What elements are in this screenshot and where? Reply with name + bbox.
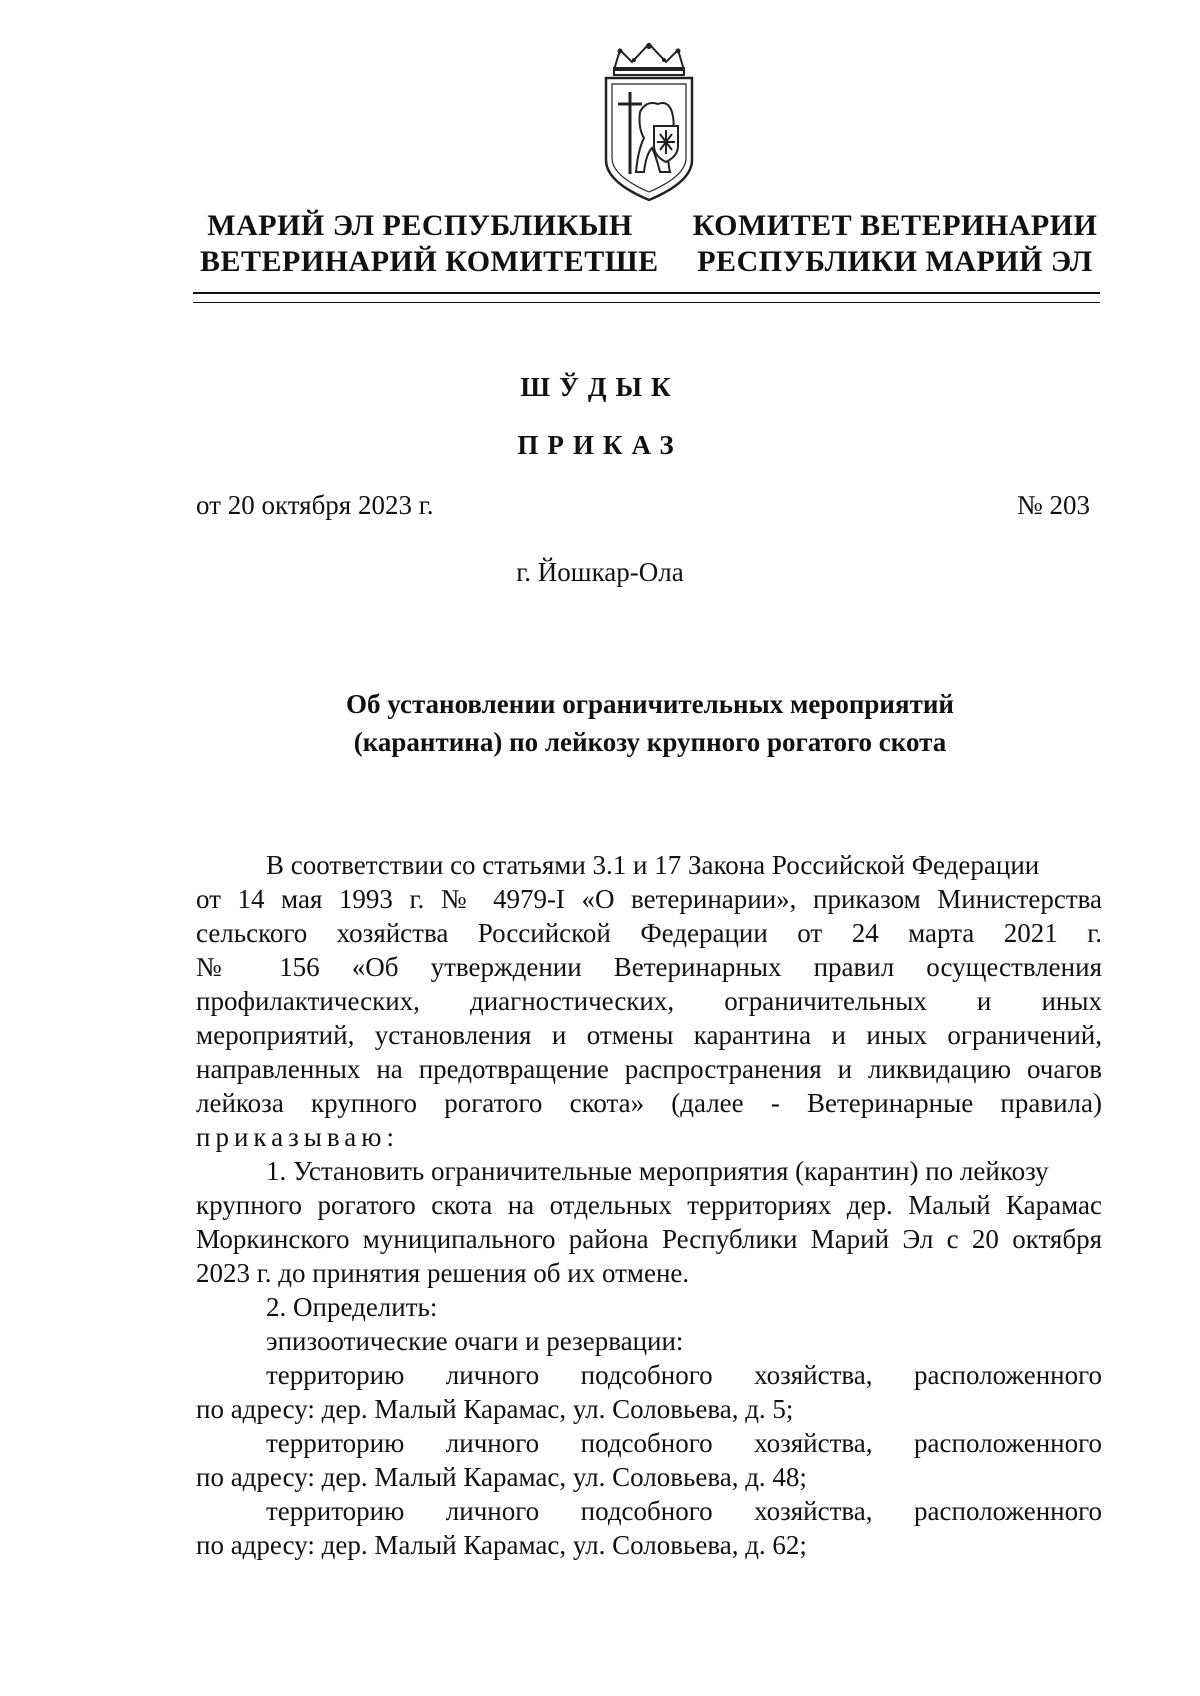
body-line: Моркинского муниципального района Республики Марий Эл с 20 октября xyxy=(196,1224,1102,1254)
doc-type: ПРИКАЗ xyxy=(517,430,683,460)
body-line: по адресу: дер. Малый Карамас, ул. Соловьева, д. 62; xyxy=(196,1530,807,1560)
body-line: территорию личного подсобного хозяйства, расположенного xyxy=(266,1428,1102,1458)
doc-number: № 203 xyxy=(1016,490,1090,520)
doc-title xyxy=(200,685,1100,761)
doc-type-local: ШЎДЫК xyxy=(520,372,680,402)
body-line: № 156 «Об утверждении Ветеринарных правил осуществления xyxy=(196,952,1102,982)
body-line: по адресу: дер. Малый Карамас, ул. Соловьева, д. 48; xyxy=(196,1462,807,1492)
doc-body xyxy=(196,848,1102,1562)
doc-title-line-2: (карантина) по лейкозу крупного рогатого скота xyxy=(353,727,947,757)
body-line: В соответствии со статьями 3.1 и 17 Закона Российской Федерации xyxy=(266,850,1040,880)
body-line: мероприятий, установления и отмены карантина и иных ограничений, xyxy=(196,1020,1102,1050)
coat-of-arms-icon xyxy=(594,42,704,202)
header-right-org xyxy=(690,208,1100,280)
header-left-org xyxy=(200,208,659,280)
doc-date: от 20 октября 2023 г. xyxy=(196,490,434,520)
body-line: сельского хозяйства Российской Федерации от 24 марта 2021 г. xyxy=(196,918,1102,948)
body-line: по адресу: дер. Малый Карамас, ул. Соловьева, д. 5; xyxy=(196,1394,794,1424)
body-line: от 14 мая 1993 г. № 4979-I «О ветеринарии», приказом Министерства xyxy=(196,884,1102,914)
body-line: 1. Установить ограничительные мероприятия (карантин) по лейкозу xyxy=(266,1156,1049,1186)
header-right-line-1: КОМИТЕТ ВЕТЕРИНАРИИ xyxy=(692,209,1098,242)
body-line: направленных на предотвращение распространения и ликвидацию очагов xyxy=(196,1054,1102,1084)
body-line: приказываю: xyxy=(196,1122,399,1152)
body-line: 2. Определить: xyxy=(266,1292,438,1322)
body-line: 2023 г. до принятия решения об их отмене. xyxy=(196,1258,690,1288)
body-line: эпизоотические очаги и резервации: xyxy=(266,1326,684,1356)
header-left-line-1: МАРИЙ ЭЛ РЕСПУБЛИКЫН xyxy=(207,209,633,242)
header-right-line-2: РЕСПУБЛИКИ МАРИЙ ЭЛ xyxy=(697,245,1093,278)
header-left-line-2: ВЕТЕРИНАРИЙ КОМИТЕТШЕ xyxy=(200,245,659,278)
body-line: профилактических, диагностических, ограничительных и иных xyxy=(196,986,1102,1016)
header-divider-thin xyxy=(193,302,1100,303)
body-line: крупного рогатого скота на отдельных территориях дер. Малый Карамас xyxy=(196,1190,1102,1220)
body-line: лейкоза крупного рогатого скота» (далее - Ветеринарные правила) xyxy=(196,1088,1102,1118)
doc-title-line-1: Об установлении ограничительных мероприятий xyxy=(346,689,954,719)
body-line: территорию личного подсобного хозяйства, расположенного xyxy=(266,1360,1102,1390)
body-line: территорию личного подсобного хозяйства, расположенного xyxy=(266,1496,1102,1526)
doc-city: г. Йошкар-Ола xyxy=(516,557,684,587)
header-divider-thick xyxy=(193,292,1100,294)
